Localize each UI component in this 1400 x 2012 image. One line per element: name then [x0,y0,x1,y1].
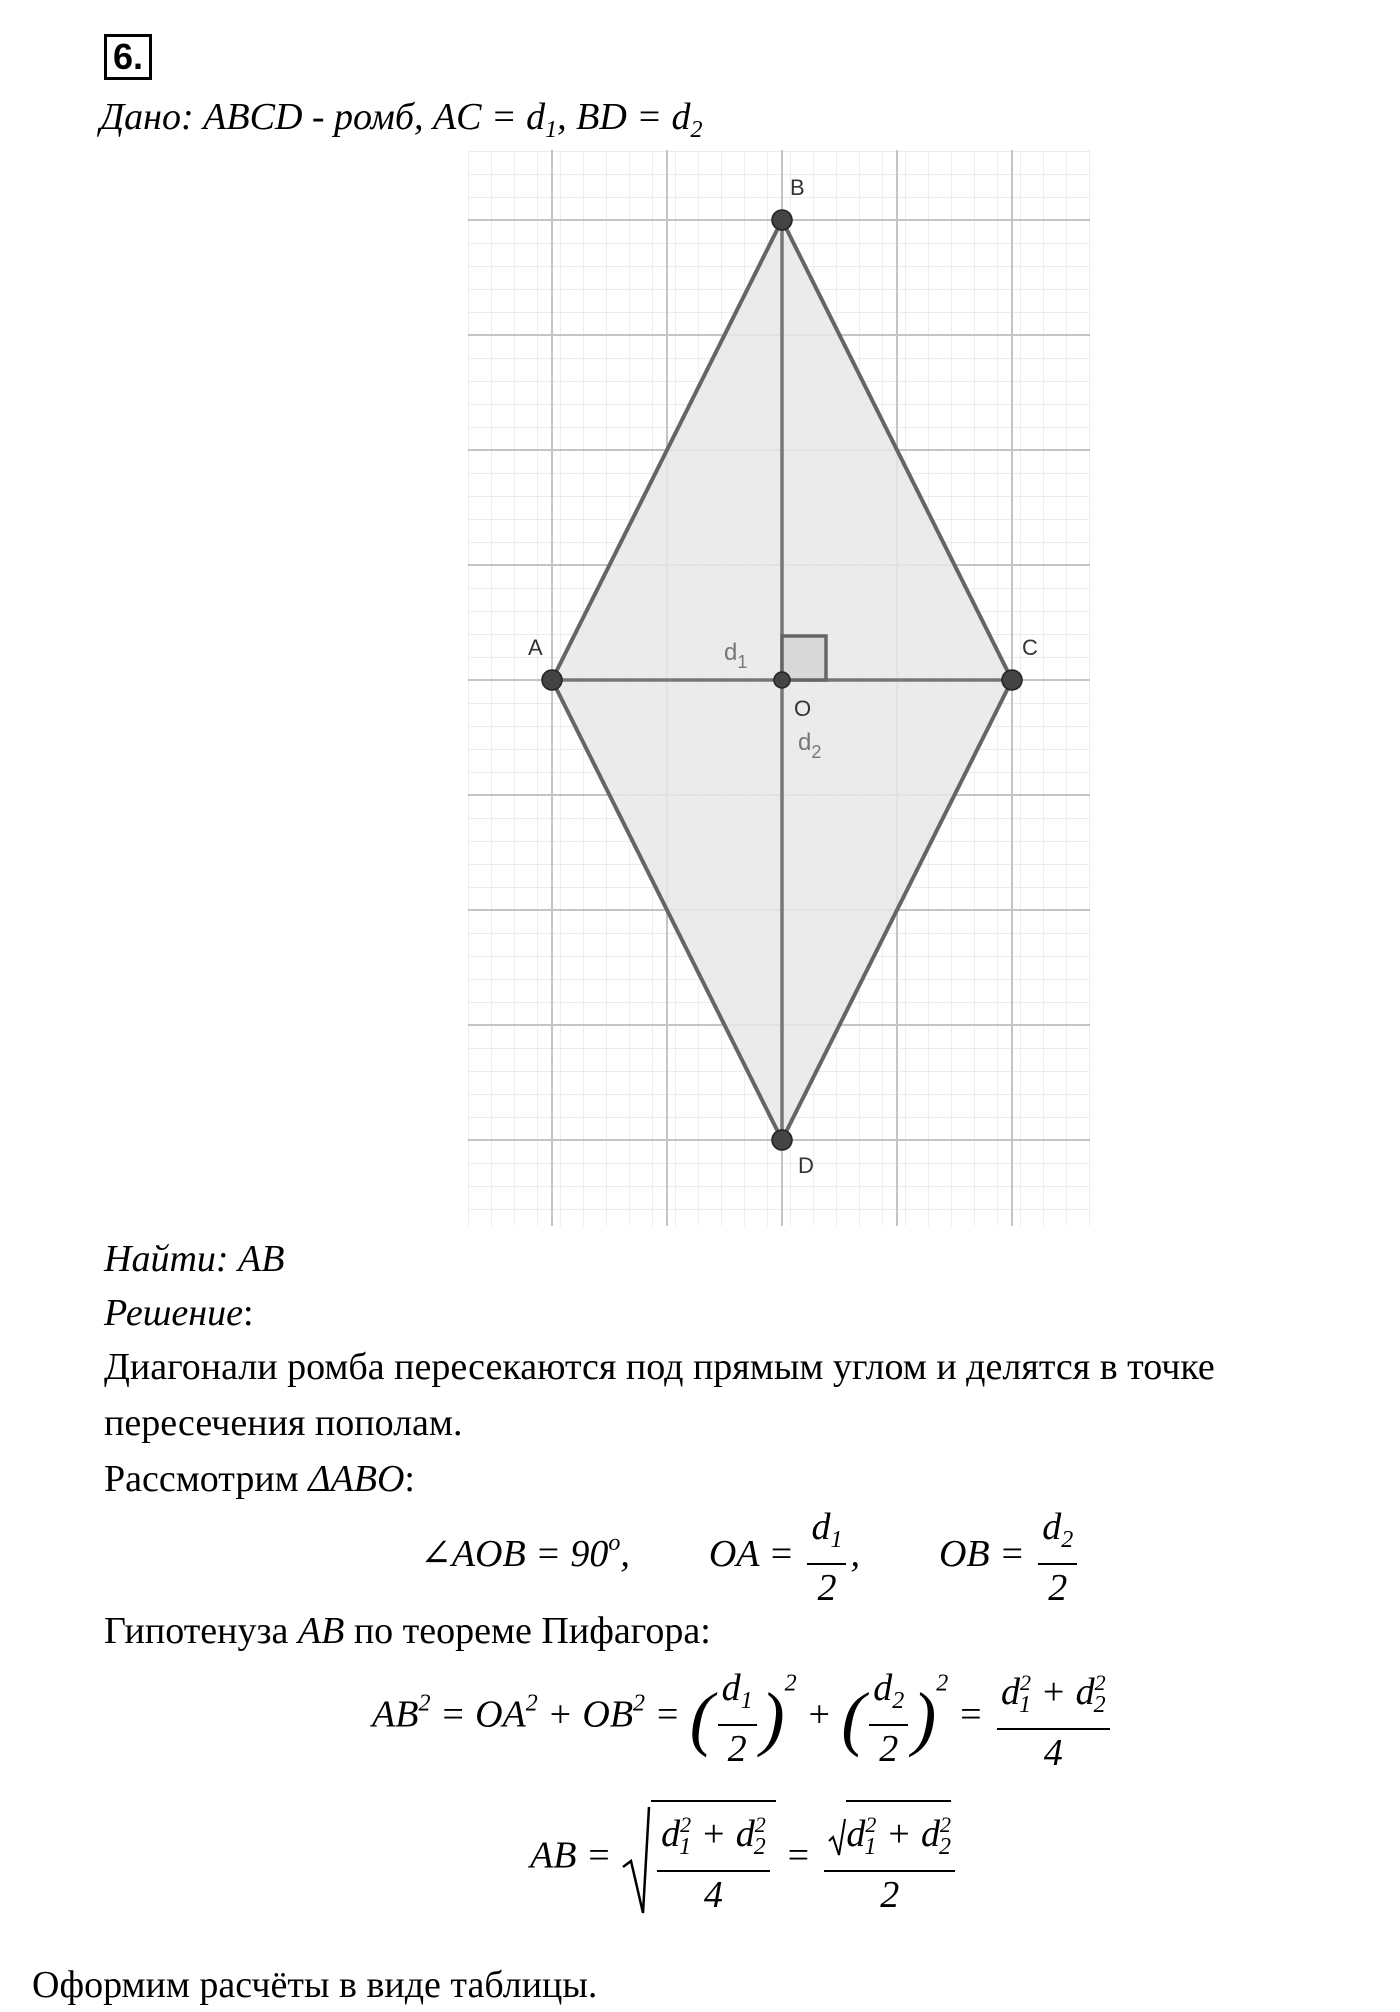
eq1-comma2: , [850,1533,860,1576]
eq2-fraction-result: $\frac{d^2_1 + d^2_2}{4}$ [997,1660,1110,1776]
given-text: : ABCD - ромб, AC = d [181,96,546,138]
consider-colon: : [404,1458,415,1500]
statement-line-2: пересечения пополам. [104,1402,463,1444]
find-label: Найти [104,1238,216,1280]
find-text: : AB [215,1238,285,1280]
point-b [772,210,792,230]
find-line [104,1236,284,1282]
equation-right-angle [420,1504,1081,1611]
given-sub1: 1 [545,117,558,143]
eq2-fraction-d2: $\frac{d_2}{2}$ [869,1665,908,1772]
given-line [100,94,702,153]
point-d [772,1130,792,1150]
label-d1: $d_1$ [724,639,748,672]
equation-pythagoras: $AB^2 = OA^2 + OB^2$ = ( $\frac{d_1}{2}$ )$^2$ + ( $\frac{d_2}{2}$ )$^2$ = $\frac{d^2_1 + d^2_2}{4}$ [372,1660,1114,1776]
statement-line-1: Диагонали ромба пересекаются под прямым углом и делятся в точке [104,1346,1215,1388]
hyp-text: Гипотенуза [104,1610,298,1652]
hyp-ab: AB [297,1610,345,1652]
eq1-ob: OB = [938,1533,1025,1576]
given-sub2: 2 [690,117,703,143]
label-d: D [798,1153,814,1178]
point-a [542,670,562,690]
problem-number: 6. [104,34,152,80]
eq2-fraction-d1: $\frac{d_1}{2}$ [718,1665,757,1772]
footer-text: Оформим расчёты в виде таблицы. [32,1964,598,2006]
label-c: C [1022,635,1038,660]
eq1-fraction-oa: $\frac{d_1}{2}$ [807,1504,846,1611]
solution-label: Решение [104,1292,243,1334]
consider-text: Рассмотрим [104,1458,309,1500]
eq1-oa: OA = [708,1533,794,1576]
right-angle-marker [782,636,826,680]
solution-line [104,1290,254,1336]
label-d2: $d_2$ [798,729,822,762]
given-label: Дано [100,96,182,138]
given-mid: , BD = d [557,96,691,138]
eq3-fraction-result: $\frac{d^2_1 + d^2_2}{2}$ [824,1800,955,1918]
solution-colon: : [242,1292,254,1334]
label-a: A [528,635,543,660]
eq1-comma: , [620,1533,630,1576]
point-c [1002,670,1022,690]
eq1-degree: o [608,1530,621,1557]
hypotenuse-line [104,1608,711,1654]
label-b: B [790,175,805,200]
point-o [774,672,790,688]
hyp-rest: по теореме Пифагора: [344,1610,711,1652]
equation-ab-result: AB = $\frac{d^2_1 + d^2_2}{4}$ = $\frac{d^2_1 + d^2_2}{2}$ [530,1800,959,1918]
rhombus-figure [468,150,1090,1226]
label-o: O [794,696,812,721]
radical-sign-large [621,1805,651,1915]
consider-triangle: ΔABO [308,1458,405,1500]
eq1-fraction-ob: $\frac{d_2}{2}$ [1038,1504,1077,1611]
sqrt-fraction: $\frac{d^2_1 + d^2_2}{4}$ [621,1800,776,1918]
consider-line [104,1456,415,1502]
radical-sign-small [828,1817,846,1857]
eq1-angle: ∠AOB = 90 [420,1533,609,1576]
